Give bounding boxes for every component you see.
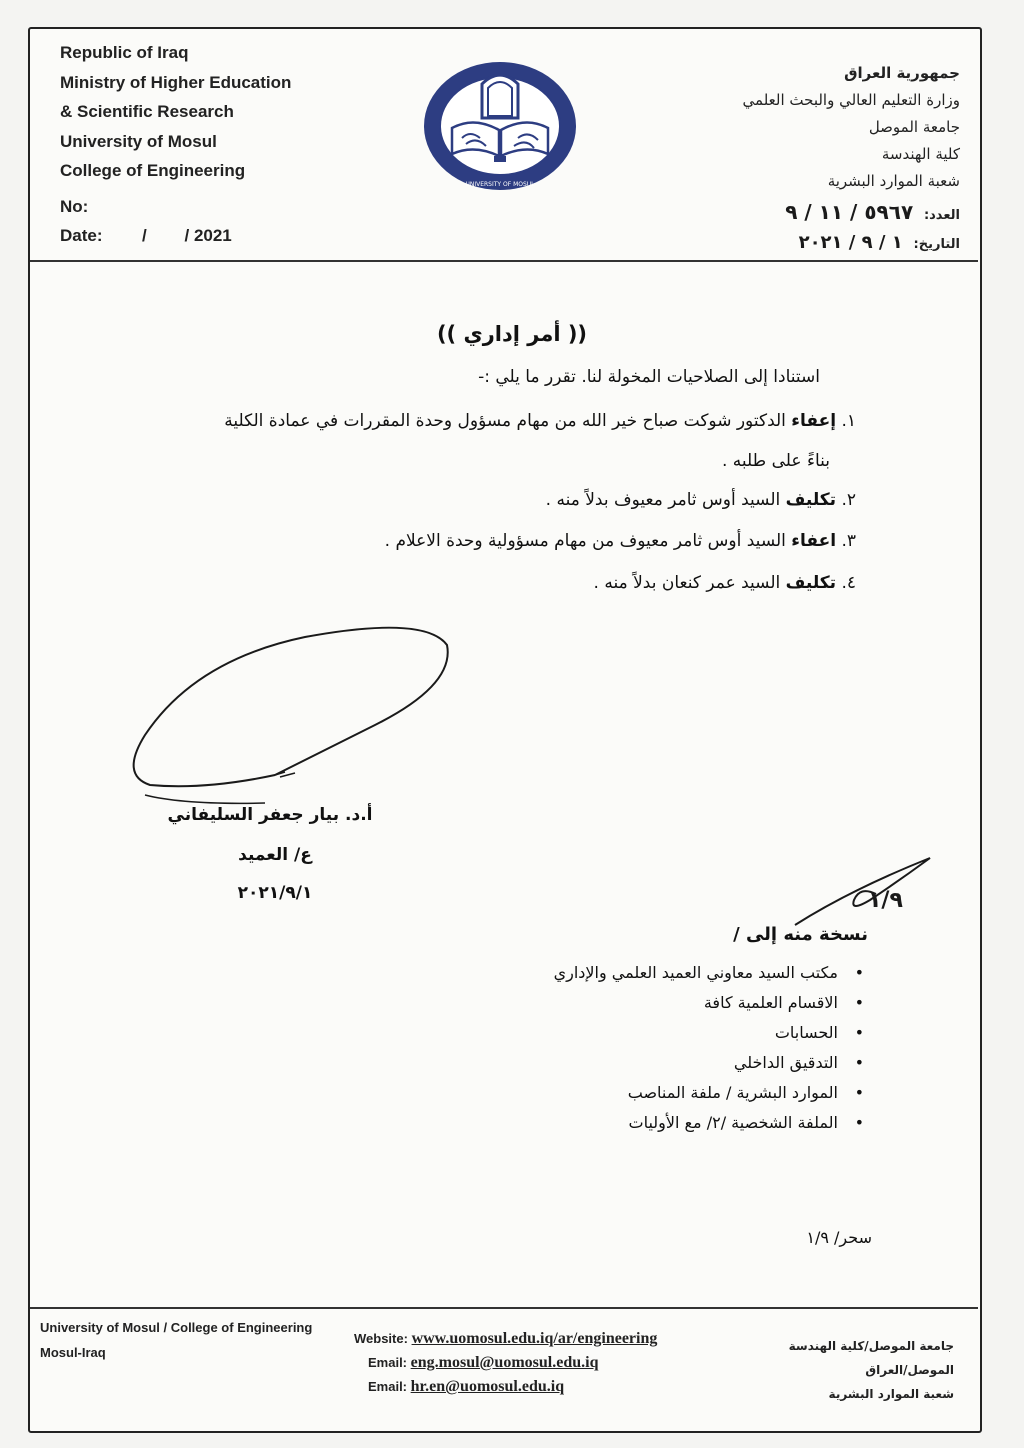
header-college: College of Engineering [60, 161, 246, 180]
signature-date: ٢٠٢١/٩/١ [237, 883, 313, 903]
copies-title: نسخة منه إلى / [733, 924, 868, 945]
header-ministry-1: Ministry of Higher Education [60, 72, 292, 92]
footer-ar-line2: الموصل/العراق [865, 1363, 954, 1377]
copy-handwritten-date: ١/٩ [868, 888, 903, 913]
typist-initials: سحر/ ١/٩ [806, 1228, 872, 1247]
order-item-text: الدكتور شوكت صباح خير الله من مهام مسؤول وحدة المقررات في عمادة الكلية [224, 411, 792, 431]
signature-name: أ.د. بيار جعفر السليفاني [167, 805, 373, 825]
footer-ar-line1: جامعة الموصل/كلية الهندسة [788, 1339, 954, 1353]
footer-email-link-2[interactable]: hr.en@uomosul.edu.iq [410, 1378, 565, 1395]
order-item-number: ٢. [841, 490, 856, 510]
order-item-text: السيد أوس ثامر معيوف بدلاً منه . [545, 490, 786, 510]
copies-recipient: • الحسابات [554, 1018, 864, 1048]
header-ar-college: كلية الهندسة [881, 145, 960, 163]
copies-recipient-list [554, 958, 864, 1138]
header-ar-ministry: وزارة التعليم العالي والبحث العلمي [742, 91, 960, 109]
order-item-number: ٤. [841, 573, 856, 593]
header-date-row [60, 221, 291, 251]
signature-title: ع/ العميد [238, 845, 312, 865]
header-university: University of Mosul [60, 131, 217, 151]
header-arabic [743, 60, 960, 258]
order-title: (( أمر إداري )) [436, 322, 588, 346]
university-of-mosul-seal-icon [422, 60, 578, 192]
header-ar-country: جمهورية العراق [844, 64, 960, 82]
footer-email-label: Email: [368, 1379, 408, 1394]
university-seal-logo [422, 60, 578, 192]
header-ar-number-value: ٥٩٦٧ / ١١ / ٩ [785, 200, 914, 224]
header-divider [30, 260, 978, 262]
header-ar-date-label: التاريخ: [913, 237, 960, 252]
footer-email-row-2 [354, 1375, 657, 1399]
order-item-text: السيد عمر كنعان بدلاً منه . [593, 573, 786, 593]
footer-email-link-1[interactable]: eng.mosul@uomosul.edu.iq [410, 1354, 599, 1371]
header-ar-university: جامعة الموصل [868, 118, 960, 136]
header-ar-date-value: ١ / ٩ / ٢٠٢١ [798, 232, 903, 253]
footer-website-link[interactable]: www.uomosul.edu.iq/ar/engineering [411, 1330, 658, 1347]
copies-recipient: • الملفة الشخصية /٢/ مع الأوليات [554, 1108, 864, 1138]
header-ar-department: شعبة الموارد البشرية [827, 172, 960, 190]
footer-website-row [354, 1327, 657, 1351]
order-item-text: السيد أوس ثامر معيوف من مهام مسؤولية وحدة الاعلام . [384, 531, 792, 551]
order-item-1-continuation: بناءً على طلبه . [722, 451, 830, 471]
header-english [60, 38, 291, 251]
copies-recipient: • مكتب السيد معاوني العميد العلمي والإداري [554, 958, 864, 988]
footer-website-label: Website: [354, 1331, 408, 1346]
order-item-2 [546, 490, 856, 510]
seal-ring-text: UNIVERSITY OF MOSUL [465, 181, 535, 188]
order-item-verb: إعفاء [791, 411, 837, 431]
header-date-template: / / 2021 [141, 226, 232, 245]
order-item-3 [385, 531, 856, 551]
order-item-verb: تكليف [785, 490, 837, 510]
header-country: Republic of Iraq [60, 43, 189, 62]
order-item-number: ٣. [841, 531, 856, 551]
order-item-number: ١. [841, 411, 856, 431]
order-item-verb: تكليف [785, 573, 837, 593]
dean-signature-scribble [125, 615, 455, 825]
order-preamble: استنادا إلى الصلاحيات المخولة لنا. تقرر ما يلي :- [478, 367, 820, 387]
order-item-1 [224, 411, 856, 431]
footer-email-row-1 [354, 1351, 657, 1375]
header-ar-number-label: العدد: [923, 208, 960, 223]
copies-recipient: • الاقسام العلمية كافة [554, 988, 864, 1018]
footer-english-line2: Mosul-Iraq [40, 1345, 106, 1360]
footer-english-line1: University of Mosul / College of Engineering [40, 1320, 313, 1335]
order-item-verb: اعفاء [791, 531, 837, 551]
header-no-label: No: [60, 196, 89, 216]
footer-contact [354, 1327, 657, 1399]
header-ministry-2: & Scientific Research [60, 102, 234, 121]
header-ar-date-row [743, 229, 960, 258]
footer-arabic [789, 1334, 954, 1406]
copies-recipient: • الموارد البشرية / ملفة المناصب [554, 1078, 864, 1108]
footer-email-label: Email: [368, 1355, 408, 1370]
header-ar-number-row [743, 199, 960, 229]
footer-divider [30, 1307, 978, 1309]
header-date-label: Date: [60, 226, 103, 245]
footer-ar-line3: شعبة الموارد البشرية [828, 1387, 954, 1401]
order-item-4 [594, 573, 856, 593]
copies-recipient: • التدقيق الداخلي [554, 1048, 864, 1078]
